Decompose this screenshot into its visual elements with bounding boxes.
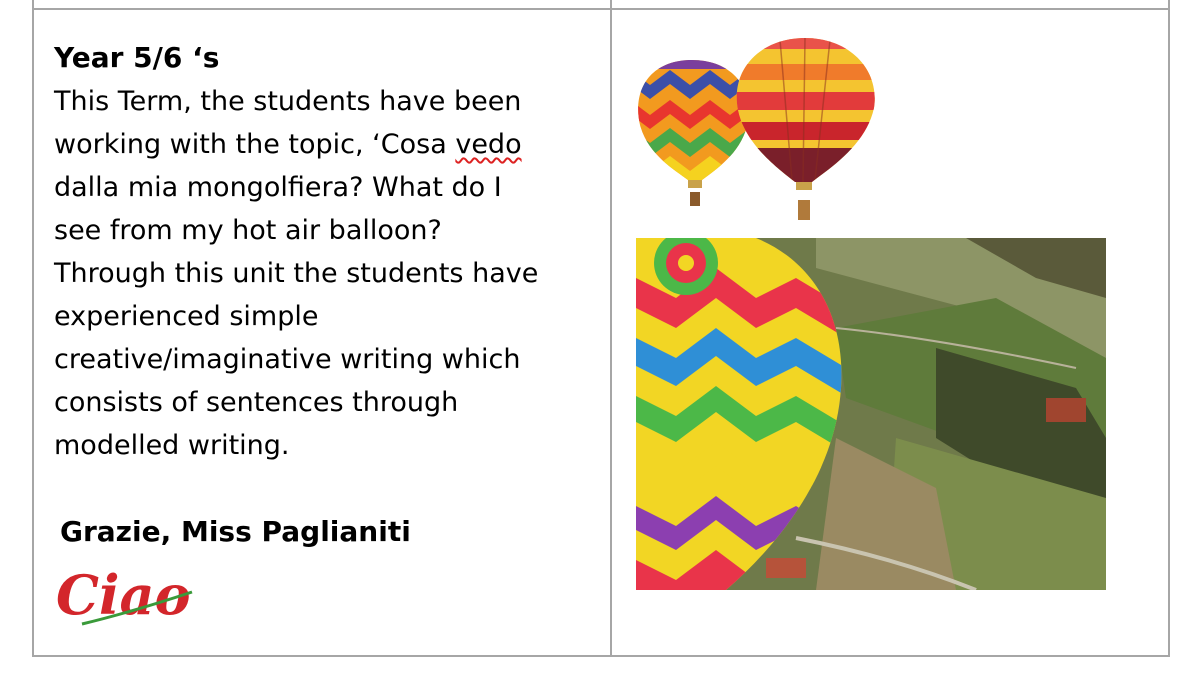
balloon-aerial-photo-graphic bbox=[636, 238, 1106, 590]
description-line: modelled writing. bbox=[54, 430, 290, 461]
two-hot-air-balloons-image bbox=[630, 30, 890, 230]
description-line: creative/imaginative writing which bbox=[54, 344, 521, 375]
description-line: This Term, the students have been bbox=[54, 86, 522, 117]
description-line: consists of sentences through bbox=[54, 387, 459, 418]
balloon-aerial-photo bbox=[636, 238, 1106, 590]
signature: Grazie, Miss Paglianiti bbox=[60, 515, 411, 548]
description-line: see from my hot air balloon? bbox=[54, 215, 442, 246]
spellcheck-word: vedo bbox=[455, 129, 522, 160]
left-cell-text bbox=[54, 40, 594, 467]
table-column-divider bbox=[610, 0, 612, 657]
ciao-logo-text: Ciao bbox=[56, 563, 191, 627]
description-line: experienced simple bbox=[54, 301, 319, 332]
description-line bbox=[54, 123, 594, 166]
description-paragraph bbox=[54, 80, 594, 467]
class-heading: Year 5/6 ‘s bbox=[54, 41, 220, 74]
ciao-logo bbox=[52, 552, 202, 632]
description-text: working with the topic, ‘Cosa bbox=[54, 129, 456, 160]
description-line: Through this unit the students have bbox=[54, 258, 539, 289]
description-line: dalla mia mongolfiera? What do I bbox=[54, 172, 502, 203]
